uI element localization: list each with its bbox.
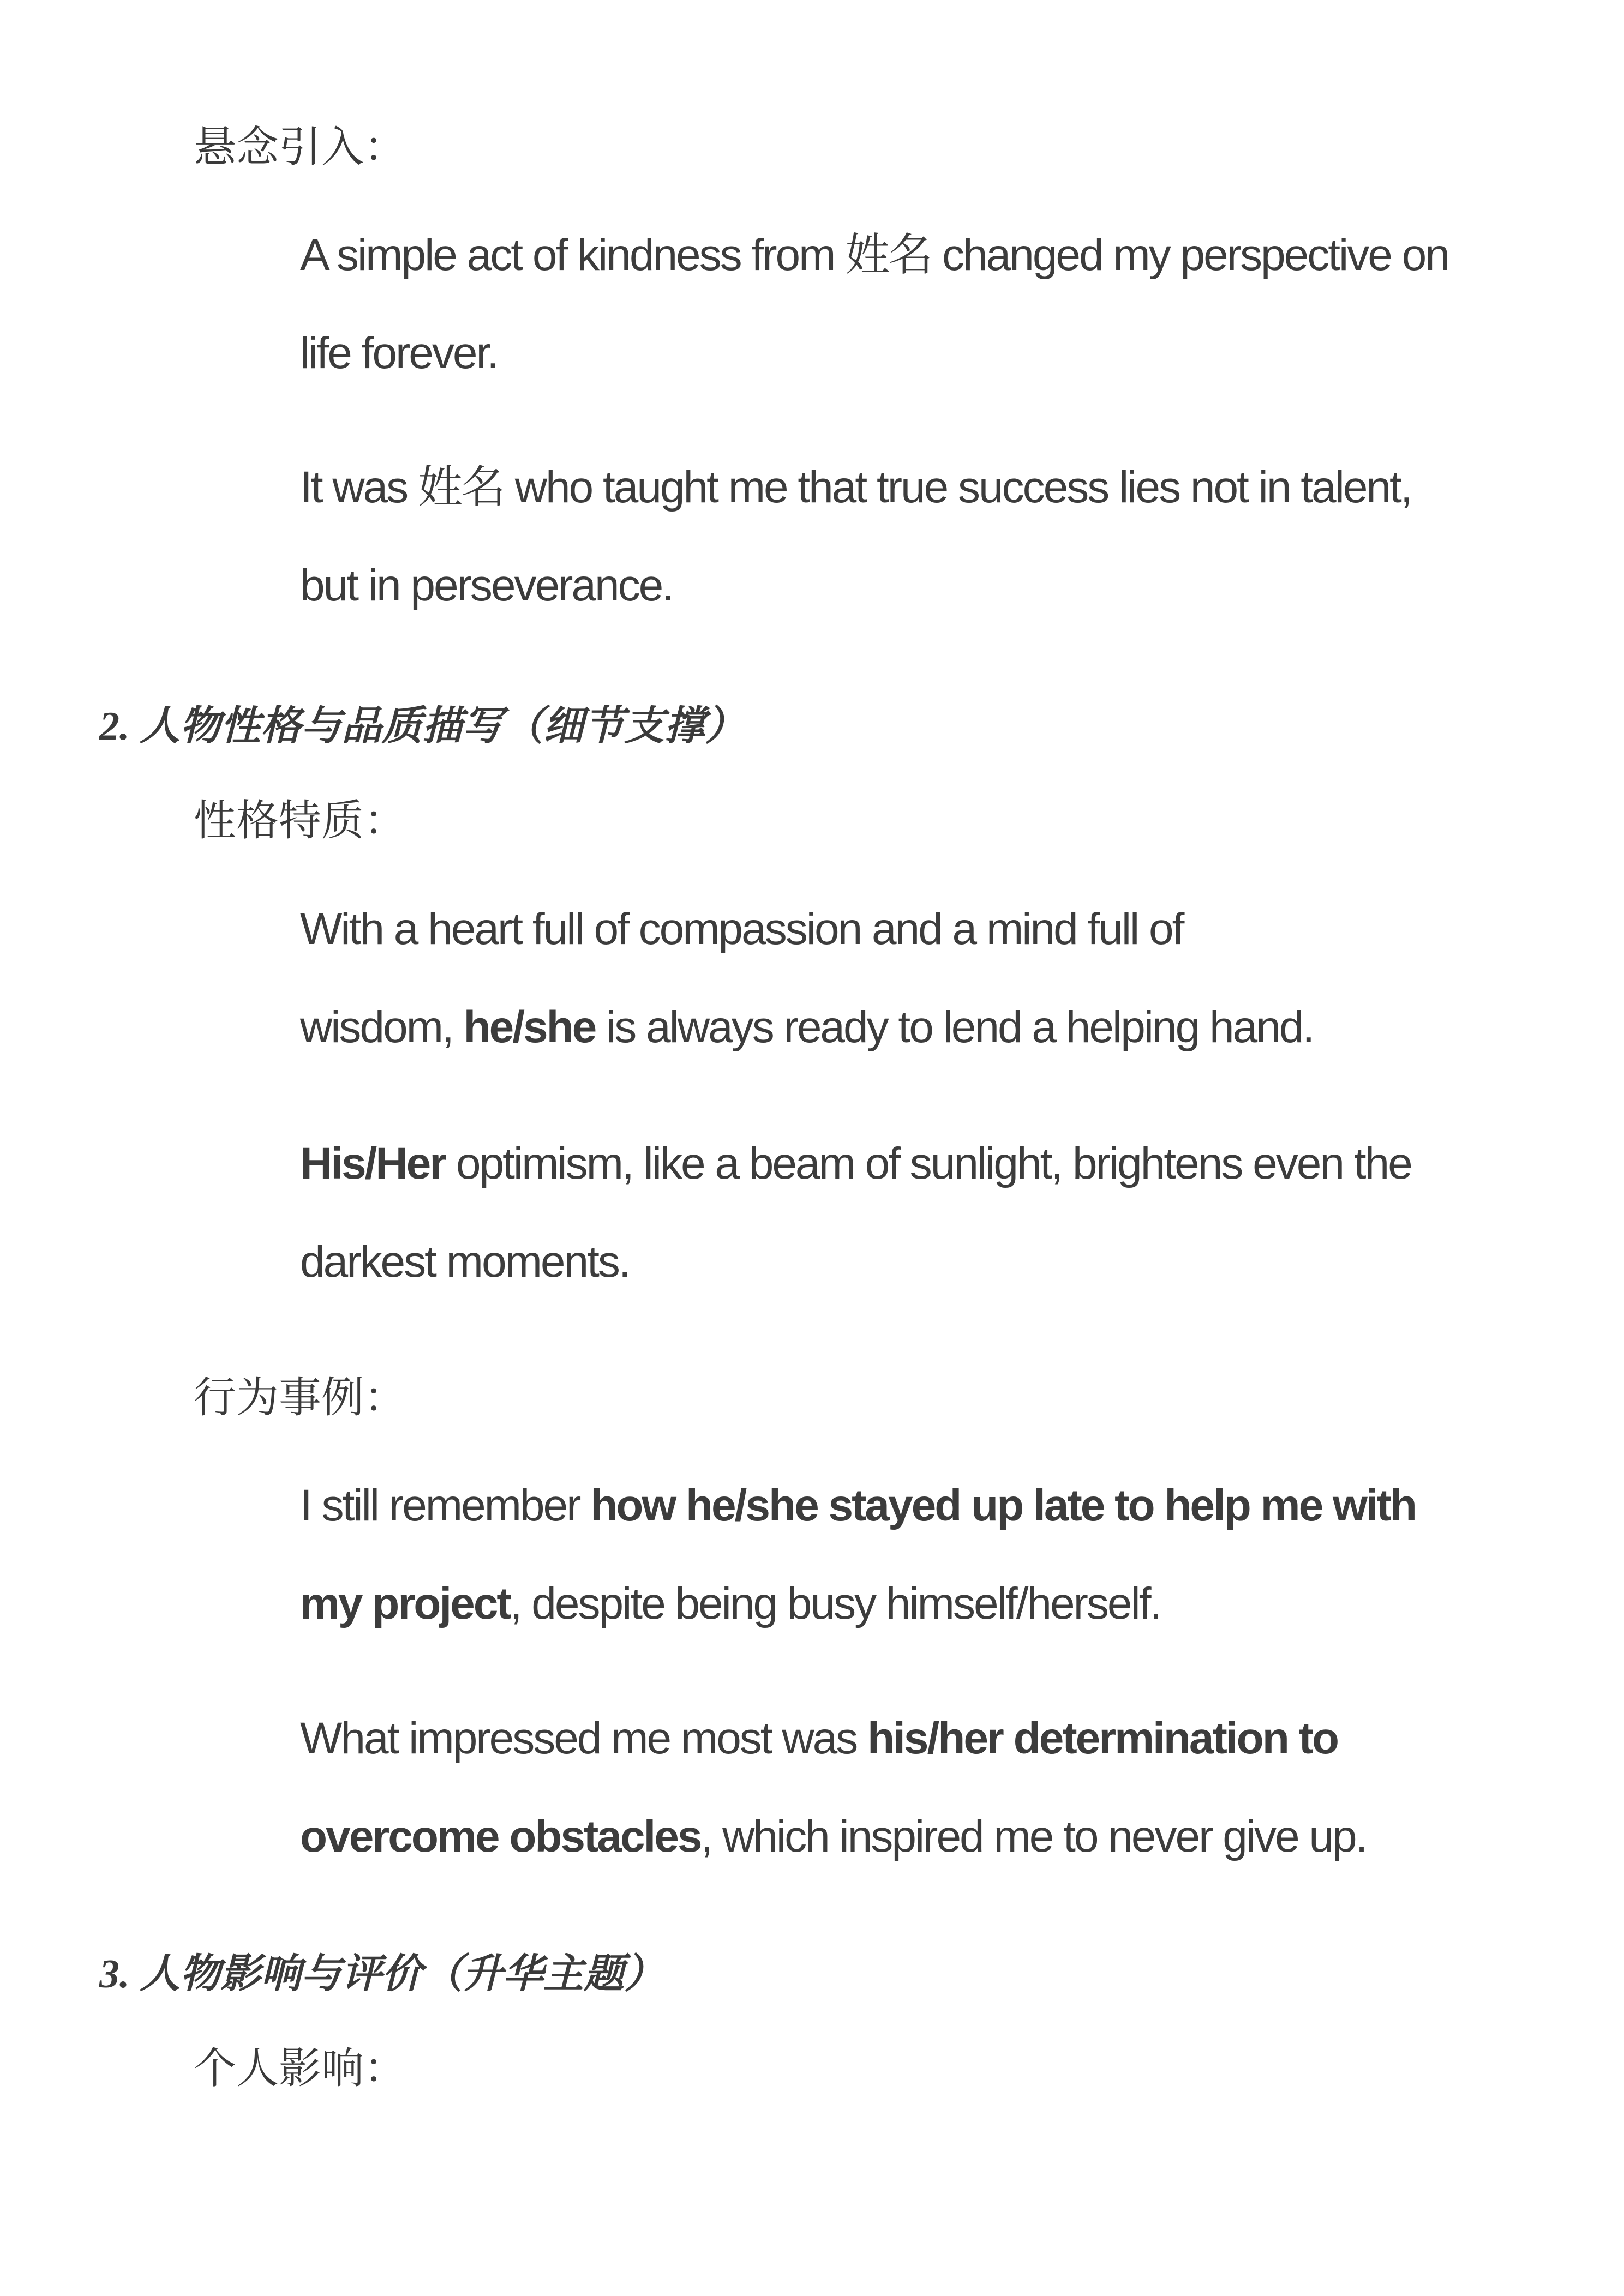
paragraph-behavior-2: [0, 1690, 1624, 1886]
heading-section-2: 2. 人物性格与品质描写（细节支撑）: [99, 704, 745, 749]
text-run-bold: how he/she stayed up late to help me with: [590, 1481, 1416, 1530]
text-run: , despite being busy himself/herself.: [510, 1579, 1161, 1628]
text-line: [300, 880, 1624, 978]
heading-behavior-examples: 行为事例：: [194, 1374, 407, 1421]
heading-section-3: 3. 人物影响与评价（升华主题）: [99, 1952, 664, 1997]
text-run: , which inspired me to never give up.: [700, 1812, 1367, 1861]
text-line: [300, 1690, 1624, 1788]
text-run: optimism, like a beam of sunlight, brightens even the: [445, 1139, 1411, 1188]
text-line: [300, 537, 1624, 635]
text-run: What impressed me most was: [300, 1714, 867, 1763]
text-run: With a heart full of compassion and a mind full of: [300, 904, 1183, 954]
heading-suspense-intro: 悬念引入：: [194, 123, 407, 171]
text-line: [300, 1555, 1624, 1653]
text-run-bold: his/her determination to: [867, 1714, 1338, 1763]
paragraph-traits-1: [0, 880, 1624, 1077]
heading-personal-influence: 个人影响：: [194, 2045, 407, 2092]
text-run-bold: he/she: [463, 1002, 596, 1052]
text-line: [300, 1788, 1624, 1886]
text-line: [300, 206, 1624, 304]
text-run: wisdom,: [300, 1002, 464, 1052]
paragraph-traits-2: [0, 1115, 1624, 1311]
text-run: It was 姓名 who taught me that true success lies not in talent,: [300, 462, 1411, 512]
text-line: [300, 1457, 1624, 1555]
text-run-bold: my project: [300, 1579, 510, 1628]
text-line: [300, 304, 1624, 402]
paragraph-behavior-1: [0, 1457, 1624, 1653]
text-run: life forever.: [300, 328, 498, 378]
text-line: [300, 1213, 1624, 1311]
text-run-bold: overcome obstacles: [300, 1812, 701, 1861]
paragraph-suspense: [0, 206, 1624, 402]
text-run: is always ready to lend a helping hand.: [595, 1002, 1314, 1052]
text-run-bold: His/Her: [300, 1139, 446, 1188]
paragraph-suspense-2: [0, 438, 1624, 635]
text-run: darkest moments.: [300, 1237, 630, 1287]
text-run: but in perseverance.: [300, 561, 673, 610]
text-run: A simple act of kindness from 姓名 changed my perspective on: [300, 230, 1448, 280]
text-line: [300, 438, 1624, 537]
text-line: [300, 1115, 1624, 1213]
text-run: I still remember: [300, 1481, 591, 1530]
heading-personality-traits: 性格特质：: [194, 797, 407, 844]
text-line: [300, 978, 1624, 1077]
